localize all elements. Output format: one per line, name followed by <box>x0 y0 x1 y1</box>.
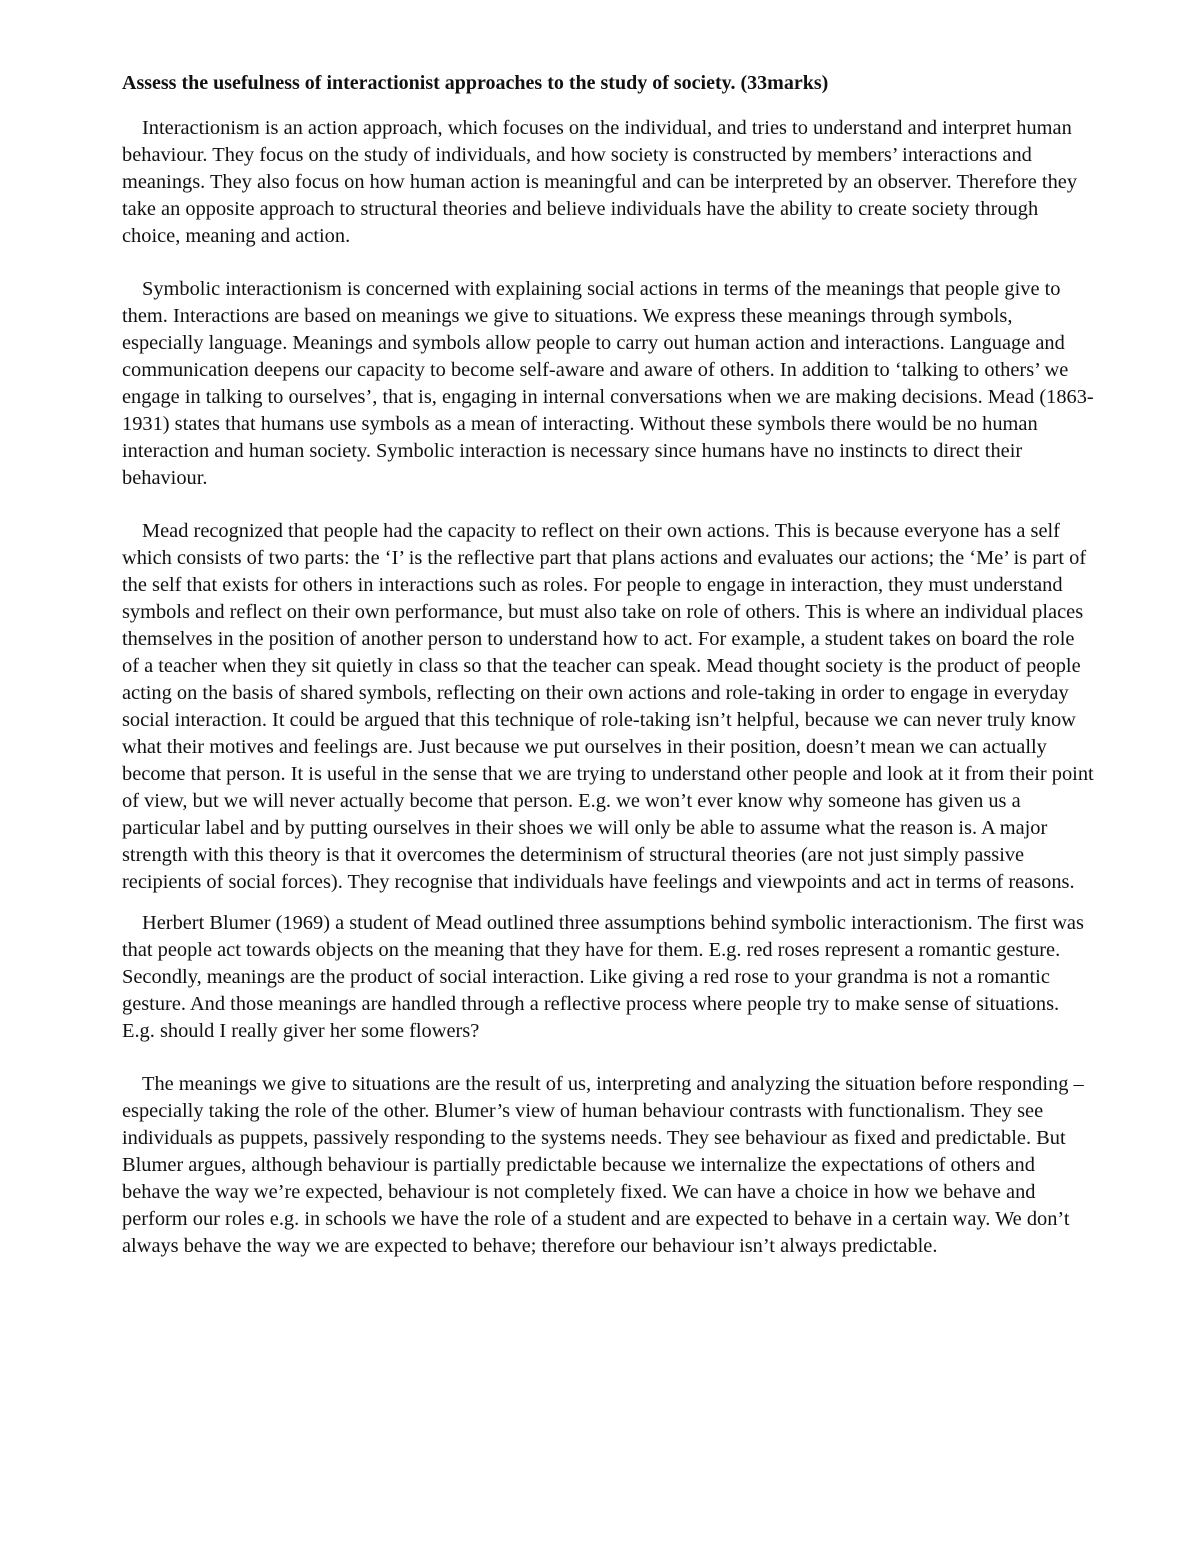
essay-title: Assess the usefulness of interactionist approaches to the study of society. (33marks) <box>122 72 829 94</box>
paragraph-interactionism-intro: Interactionism is an action approach, which focuses on the individual, and tries to understand and interpret human behaviour. They focus on the study of individuals, and how society is constructed by members’ interactions and meanings. They also focus on how human action is meaningful and can be interpreted by an observer. Therefore they take an opposite approach to structural theories and believe individuals have the ability to create society through choice, meaning and action. <box>122 117 1078 247</box>
paragraph-symbolic-interactionism: Symbolic interactionism is concerned with explaining social actions in terms of the meanings that people give to them. Interactions are based on meanings we give to situations. We express these meanings through symbols, especially language. Meanings and symbols allow people to carry out human action and interactions. Language and communication deepens our capacity to become self-aware and aware of others. In addition to ‘talking to others’ we engage in talking to ourselves’, that is, engaging in internal conversations when we are making decisions. Mead (1863-1931) states that humans use symbols as a mean of interacting. Without these symbols there would be no human interaction and human society. Symbolic interaction is necessary since humans have no instincts to direct their behaviour. <box>122 278 1094 489</box>
paragraph-mead-self: Mead recognized that people had the capacity to reflect on their own actions. This is because everyone has a self which consists of two parts: the ‘I’ is the reflective part that plans actions and evaluates our actions; the ‘Me’ is part of the self that exists for others in interactions such as roles. For people to engage in interaction, they must understand symbols and reflect on their own performance, but must also take on role of others. This is where an individual places themselves in the position of another person to understand how to act. For example, a student takes on board the role of a teacher when they sit quietly in class so that the teacher can speak. Mead thought society is the product of people acting on the basis of shared symbols, reflecting on their own actions and role-taking in order to engage in everyday social interaction. It could be argued that this technique of role-taking isn’t helpful, because we can never truly know what their motives and feelings are. Just because we put ourselves in their position, doesn’t mean we can actually become that person. It is useful in the sense that we are trying to understand other people and look at it from their point of view, but we will never actually become that person. E.g. we won’t ever know why someone has given us a particular label and by putting ourselves in their shoes we will only be able to assume what the reason is. A major strength with this theory is that it overcomes the determinism of structural theories (are not just simply passive recipients of social forces). They recognise that individuals have feelings and viewpoints and act in terms of reasons. <box>122 520 1094 893</box>
paragraph-meanings-situations: The meanings we give to situations are the result of us, interpreting and analyzing the situation before responding – especially taking the role of the other. Blumer’s view of human behaviour contrasts with functionalism. They see individuals as puppets, passively responding to the systems needs. They see behaviour as fixed and predictable. But Blumer argues, although behaviour is partially predictable because we internalize the expectations of others and behave the way we’re expected, behaviour is not completely fixed. We can have a choice in how we behave and perform our roles e.g. in schools we have the role of a student and are expected to behave in a certain way. We don’t always behave the way we are expected to behave; therefore our behaviour isn’t always predictable. <box>122 1073 1084 1257</box>
document-page <box>122 70 1094 1286</box>
paragraph-blumer-assumptions: Herbert Blumer (1969) a student of Mead outlined three assumptions behind symbolic interactionism. The first was that people act towards objects on the meaning that they have for them. E.g. red roses represent a romantic gesture. Secondly, meanings are the product of social interaction. Like giving a red rose to your grandma is not a romantic gesture. And those meanings are handled through a reflective process where people try to make sense of situations. E.g. should I really giver her some flowers? <box>122 912 1084 1042</box>
